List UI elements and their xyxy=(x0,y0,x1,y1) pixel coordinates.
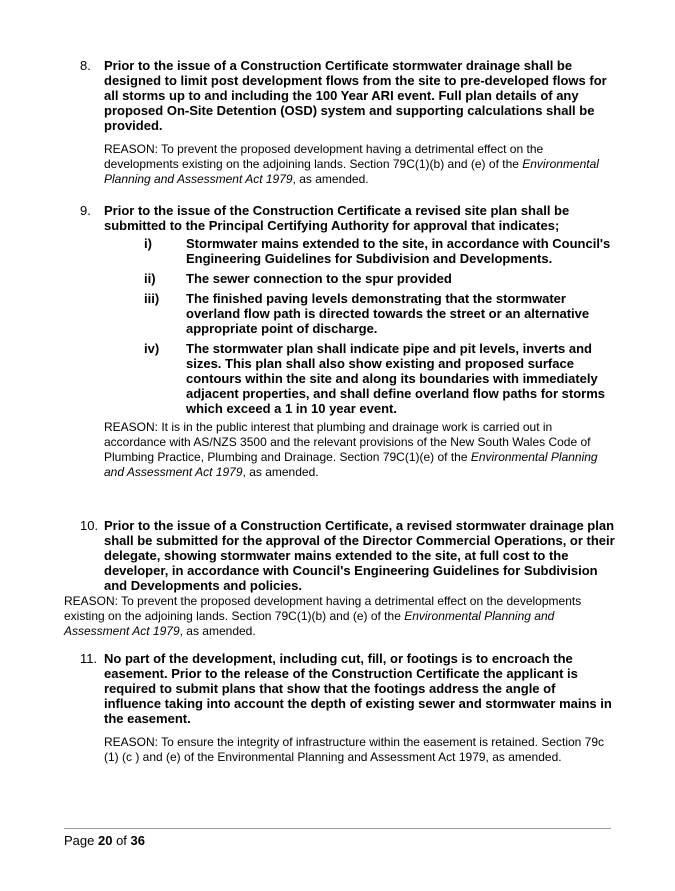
condition-reason xyxy=(64,594,615,639)
condition-reason xyxy=(104,420,615,480)
reason-text: REASON: It is in the public interest that plumbing and drainage work is carried out in accordance with AS/NZS 3500 and the relevant provisions of the New South Wales Code of Plumbing Practice, Plumbing and Drainage. Section 79C(1)(e) of the xyxy=(104,420,591,464)
reason-suffix: , as amended. xyxy=(179,624,256,638)
reason-suffix: , as amended. xyxy=(242,465,319,479)
condition-number: 9. xyxy=(80,203,91,218)
subitem-text: The sewer connection to the spur provided xyxy=(186,271,452,286)
subitem-number: iv) xyxy=(144,341,160,356)
condition-9 xyxy=(80,203,615,480)
condition-reason xyxy=(104,142,615,187)
page-label: Page xyxy=(64,833,98,848)
condition-text: Prior to the issue of the Construction Certificate a revised site plan shall be submitted to the Principal Certifying Authority for approval that indicates; xyxy=(104,203,570,233)
condition-reason: REASON: To ensure the integrity of infrastructure within the easement is retained. Section 79c (1) (c ) and (e) of the Environmental Planning and Assessment Act 1979, as amended. xyxy=(104,735,605,764)
subitem xyxy=(80,271,615,286)
subitem-text: The finished paving levels demonstrating that the stormwater overland flow path is directed towards the street or an alternative appropriate point of discharge. xyxy=(186,291,590,336)
condition-8 xyxy=(80,58,615,187)
condition-number: 10. xyxy=(80,518,99,533)
act-title: Environmental Planning and Assessment Act 1979 xyxy=(104,450,598,479)
condition-number: 8. xyxy=(80,58,91,73)
condition-text: No part of the development, including cut, fill, or footings is to encroach the easement. Prior to the release of the Construction Certificate the applicant is required to submit plans that show that the footings address the angle of influence taking into account the depth of existing sewer and stormwater mains in the easement. xyxy=(104,651,612,726)
of-label: of xyxy=(112,833,131,848)
subitem-number: i) xyxy=(144,236,152,251)
reason-text: REASON: To prevent the proposed development having a detrimental effect on the developments existing on the adjoining lands. Section 79C(1)(b) and (e) of the xyxy=(64,594,582,623)
footer-divider xyxy=(64,828,611,829)
total-pages: 36 xyxy=(130,833,145,848)
subitem-text: Stormwater mains extended to the site, in accordance with Council's Engineering Guidelines for Subdivision and Developments. xyxy=(186,236,611,266)
subitem xyxy=(80,291,615,336)
act-title: Environmental Planning and Assessment Act 1979 xyxy=(64,609,555,638)
condition-10 xyxy=(64,518,615,639)
page-number: 20 xyxy=(97,833,113,848)
condition-text: Prior to the issue of a Construction Certificate, a revised stormwater drainage plan shall be submitted for the approval of the Director Commercial Operations, or their delegate, showing stormwater mains extended to the site, at full cost to the developer, in accordance with Council's Engineering Guidelines for Subdivision and Developments and policies. xyxy=(104,518,615,593)
condition-number: 11. xyxy=(80,651,98,666)
subitem-text: The stormwater plan shall indicate pipe and pit levels, inverts and sizes. This plan shall also show existing and proposed surface contours within the site and along its boundaries with immediately adjacent properties, and shall define overland flow paths for storms which exceed a 1 in 10 year event. xyxy=(186,341,605,416)
condition-text: Prior to the issue of a Construction Certificate stormwater drainage shall be designed to limit post development flows from the site to pre-developed flows for all storms up to and including the 100 Year ARI event. Full plan details of any proposed On-Site Detention (OSD) system and supporting calculations shall be provided. xyxy=(104,58,607,133)
subitem-number: ii) xyxy=(144,271,156,286)
reason-suffix: , as amended. xyxy=(292,172,369,186)
act-title: Environmental Planning and Assessment Act 1979 xyxy=(104,157,599,186)
subitem-number: iii) xyxy=(144,291,160,306)
page-footer xyxy=(64,833,145,848)
subitem xyxy=(80,341,615,416)
condition-11 xyxy=(80,651,615,765)
reason-text: REASON: To prevent the proposed development having a detrimental effect on the developments existing on the adjoining lands. Section 79C(1)(b) and (e) of the xyxy=(104,142,544,171)
subitem xyxy=(80,236,615,266)
